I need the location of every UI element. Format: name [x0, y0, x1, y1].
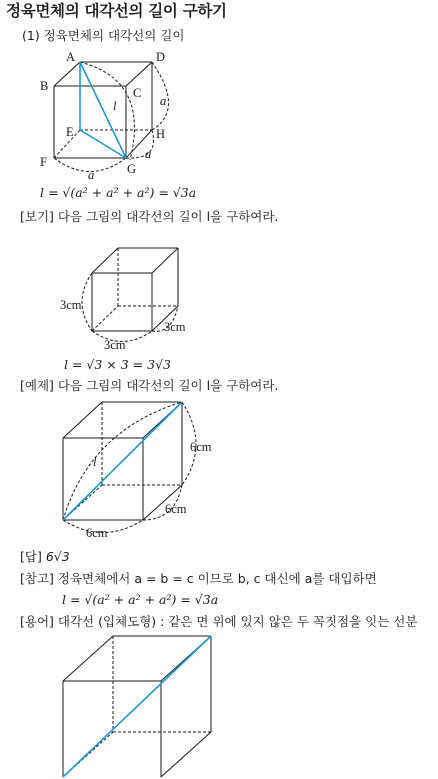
vertex-label: C [133, 86, 142, 100]
edge [152, 248, 178, 273]
problem-line [20, 380, 278, 393]
term-prefix: [용어] [20, 614, 54, 629]
edge-label: 6cm [165, 502, 187, 516]
vertex-label: A [66, 50, 76, 64]
edge [126, 62, 152, 86]
term-line [20, 616, 417, 629]
edge-label: a [88, 168, 95, 182]
term-text: 대각선 (입체도형) : 같은 면 위에 있지 않은 두 꼭짓점을 잇는 선분 [57, 614, 418, 629]
vertex-label: G [127, 162, 137, 176]
formula-3: l = √(a² + a² + a²) = √3a [62, 592, 219, 607]
edge-arc [82, 273, 92, 331]
note-line [20, 573, 377, 586]
formula-1: l = √(a² + a² + a²) = √3a [40, 185, 197, 200]
diagonal-label: l [113, 99, 117, 113]
edge-label: 3cm [60, 298, 82, 312]
edge-label: a [160, 94, 167, 108]
vertex-label: F [40, 155, 47, 169]
example-prefix: [보기] [20, 209, 54, 224]
vertex-label: D [156, 50, 166, 64]
cube-figure-1 [54, 62, 169, 172]
answer-line [20, 551, 70, 564]
example-line [20, 211, 278, 224]
hidden-edge [92, 306, 118, 331]
edge [161, 732, 211, 777]
formula-2: l = √3 × 3 = 3√3 [64, 357, 172, 372]
vertex-label: B [40, 79, 49, 93]
note-text: 정육면체에서 a = b = c 이므로 b, c 대신에 a를 대입하면 [57, 571, 377, 586]
section-heading: (1) 정육면체의 대각선의 길이 [22, 28, 185, 43]
answer-prefix: [답] [20, 549, 42, 564]
edge [63, 402, 102, 438]
edge [63, 636, 113, 681]
edge-label: 3cm [104, 338, 126, 352]
example-text: 다음 그림의 대각선의 길이 l을 구하여라. [57, 209, 279, 224]
note-prefix: [참고] [20, 571, 54, 586]
problem-prefix: [예제] [20, 378, 54, 393]
answer-value: 6√3 [45, 549, 70, 564]
vertex-label: H [156, 127, 166, 141]
page-title: 정육면체의 대각선의 길이 구하기 [6, 2, 227, 20]
space-diagonal [63, 636, 211, 777]
edge [92, 248, 118, 273]
edge-label: a [145, 147, 152, 161]
edge [54, 62, 80, 86]
edge-label: 6cm [190, 440, 212, 454]
problem-text: 다음 그림의 대각선의 길이 l을 구하여라. [57, 378, 279, 393]
edge-label: 6cm [86, 526, 108, 540]
diagonal-label: l [93, 455, 97, 469]
vertex-label: E [66, 125, 74, 139]
edge-label: 3cm [164, 320, 186, 334]
